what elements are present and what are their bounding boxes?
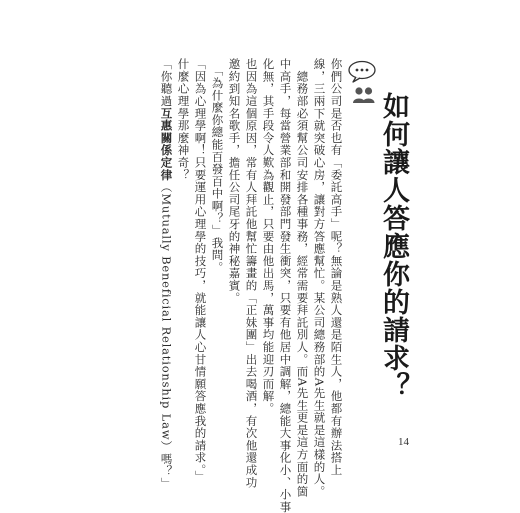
text-column: 「因為心理學啊！只要運用心理學的技巧，就能讓人心甘情願答應我的請求。」 <box>193 58 208 483</box>
text-column: 你們公司是否也有「委託高手」呢？無論是熟人還是陌生人，他都有辦法搭上 <box>329 58 344 477</box>
text-column: 邀約到知名歌手，擔任公司尾牙的神秘嘉賓。 <box>227 58 242 304</box>
text-column: 也因為這個原因，常有人拜託他幫忙籌畫的「正妹團」出去喝酒，有次他還成功 <box>244 58 259 489</box>
text-column: 線，三兩下就突破心房，讓對方答應幫忙。某公司總務部的A先生就是這樣的人。 <box>312 58 327 498</box>
text-prefix: 「你聽過 <box>159 58 174 108</box>
text-column: 「為什麼你總能百發百中啊？」我問。 <box>210 58 225 274</box>
chapter-heading: 如何讓人答應你的請求？ <box>378 92 409 400</box>
text-column: 總務部必須幫公司安排各種事務，經常需要拜託別人。而A先生更是這方面的箇 <box>295 58 310 498</box>
text-suffix: （Mutually Beneficial Relationship Law）嗎？」 <box>159 181 174 490</box>
text-column: 什麼心理學那麼神奇？ <box>176 58 191 181</box>
page-number: 14 <box>398 436 409 448</box>
speech-bubble-icon <box>347 60 377 84</box>
bold-term: 互惠關係定律 <box>159 107 174 182</box>
text-column: 化無，其手段令人歎為觀止，只要由他出馬，萬事均能迎刃而解。 <box>261 58 276 415</box>
two-people-icon <box>352 86 376 104</box>
text-column: 中高手，每當營業部和開發部門發生衝突，只要有他居中調解，總能大事化小、小事 <box>278 58 293 513</box>
text-column-last <box>160 58 172 490</box>
